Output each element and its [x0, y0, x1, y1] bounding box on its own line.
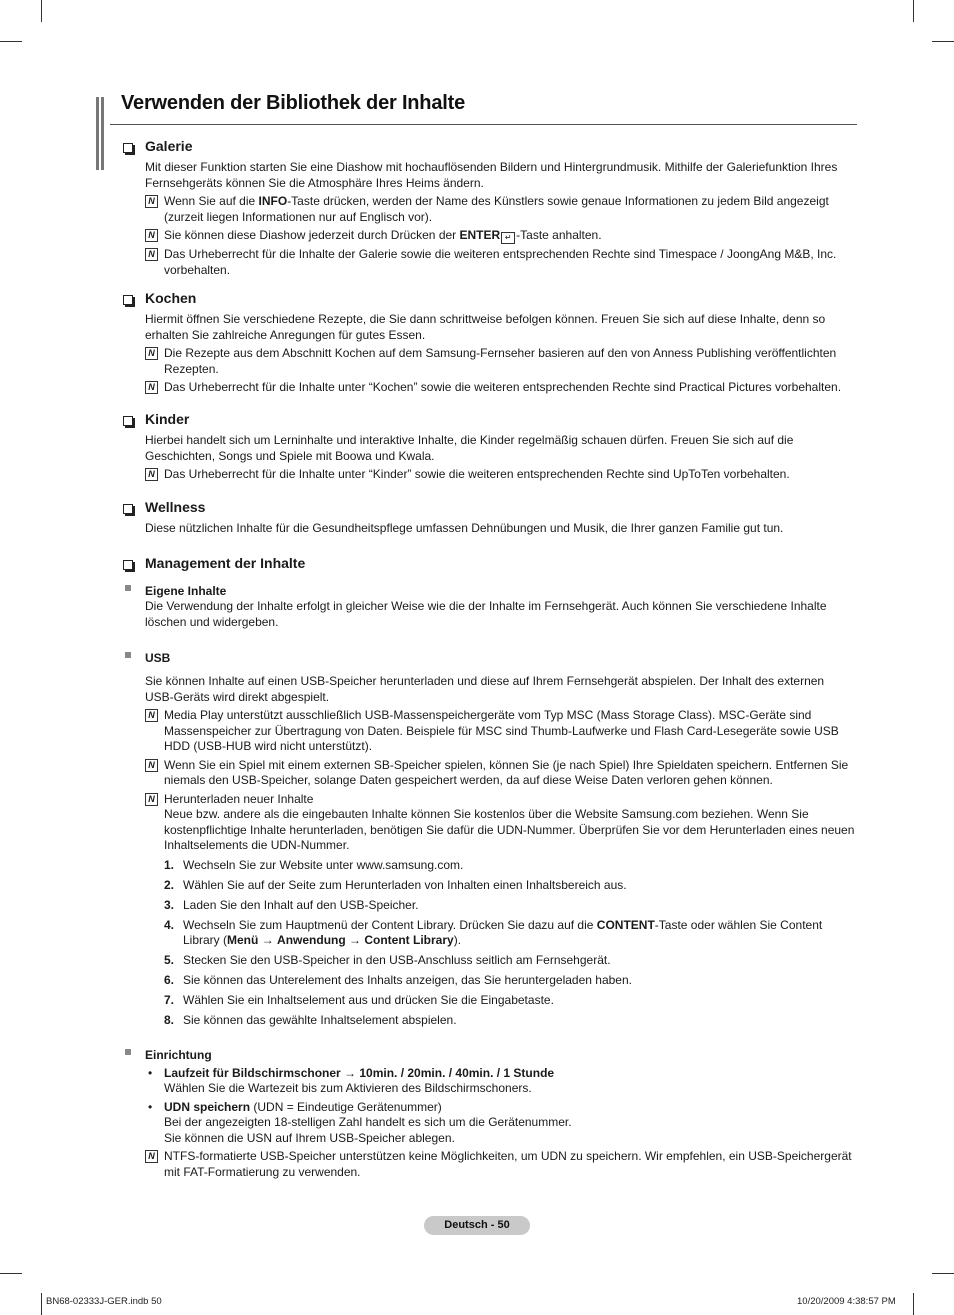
- note-icon: N: [145, 793, 158, 806]
- square-bullet-icon: [125, 652, 131, 658]
- section-heading: Wellness: [145, 499, 206, 515]
- list-item: 8. Sie können das gewählte Inhaltselement abspielen.: [164, 1013, 457, 1027]
- section-heading: Galerie: [145, 138, 193, 154]
- square-bullet-icon: [125, 585, 131, 591]
- step-list: [164, 858, 856, 1029]
- enter-key-icon: ↵: [501, 232, 515, 244]
- subsection-text: Sie können Inhalte auf einen USB-Speicher herunterladen und diese auf Ihrem Fernsehgerät abspielen. Der Inhalt des externen USB-Geräts wird direkt abgespielt.: [145, 674, 825, 704]
- section-heading: Kochen: [145, 290, 197, 306]
- note: N Das Urheberrecht für die Inhalte unter “Kochen” sowie die weiteren entsprechenden Rechte sind Practical Pictures vorbehalten.: [145, 380, 856, 396]
- section-text: Hierbei handelt sich um Lerninhalte und interaktive Inhalte, die Kinder regelmäßig schauen dürfen. Freuen Sie sich auf die Geschichten, Songs und Spiele mit Boowa und Kwala.: [145, 433, 794, 463]
- crop-mark: [932, 1273, 954, 1274]
- subsection-heading: USB: [145, 649, 856, 665]
- crop-mark: [913, 1293, 914, 1315]
- section-heading: Kinder: [145, 411, 190, 427]
- list-item: 2. Wählen Sie auf der Seite zum Herunterladen von Inhalten einen Inhaltsbereich aus.: [164, 877, 627, 892]
- subsection-text: Die Verwendung der Inhalte erfolgt in gleicher Weise wie die der Inhalte im Fernsehgerät. Auch können Sie verschiedene Inhalte löschen und widergeben.: [145, 599, 827, 629]
- list-item: 7. Wählen Sie ein Inhaltselement aus und drücken Sie die Eingabetaste.: [164, 993, 554, 1007]
- crop-mark: [41, 0, 42, 22]
- page-title: Verwenden der Bibliothek der Inhalte: [121, 92, 465, 114]
- note-icon: N: [145, 1150, 158, 1163]
- note: N Das Urheberrecht für die Inhalte unter “Kinder” sowie die weiteren entsprechenden Rechte sind UpToTen vorbehalten.: [145, 467, 856, 483]
- section-kochen: [121, 290, 856, 396]
- checkbox-bullet-icon: [123, 143, 133, 153]
- subsection-heading: Einrichtung: [145, 1046, 856, 1062]
- list-item: • UDN speichern (UDN = Eindeutige Gerätenummer) Bei der angezeigten 18-stelligen Zahl handelt es sich um die Gerätenummer. Sie können die USN auf Ihrem USB-Speicher ablegen.: [148, 1099, 572, 1145]
- note: N Das Urheberrecht für die Inhalte der Galerie sowie die weiteren entsprechenden Rechte sind Timespace / JoongAng M&B, Inc. vorbehalten.: [145, 247, 856, 278]
- section-wellness: [121, 499, 856, 537]
- list-item: • Laufzeit für Bildschirmschoner → 10min. / 20min. / 40min. / 1 Stunde Wählen Sie die Wartezeit bis zum Aktivieren des Bildschirmschoners.: [148, 1065, 555, 1095]
- crop-mark: [0, 41, 22, 42]
- note: N Sie können diese Diashow jederzeit durch Drücken der ENTER ↵ -Taste anhalten.: [145, 228, 856, 244]
- bullet-icon: •: [148, 1065, 153, 1080]
- section-text: Diese nützlichen Inhalte für die Gesundheitspflege umfassen Dehnübungen und Musik, die Ihrer ganzen Familie gut tun.: [145, 521, 784, 535]
- note-icon: N: [145, 229, 158, 242]
- note-icon: N: [145, 381, 158, 394]
- list-item: 6. Sie können das Unterelement des Inhalts anzeigen, das Sie heruntergeladen haben.: [164, 973, 632, 987]
- section-text: Hiermit öffnen Sie verschiedene Rezepte, die Sie dann schrittweise befolgen können. Freuen Sie sich auf diese Inhalte, denn so erhalten Sie zahlreiche Anregungen für gutes Essen.: [145, 312, 826, 342]
- note-icon: N: [145, 709, 158, 722]
- section-text: Mit dieser Funktion starten Sie eine Diashow mit hochauflösenden Bildern und Hintergrundmusik. Mithilfe der Galeriefunktion Ihres Fernsehgeräts können Sie die Atmosphäre Ihres Heims ändern.: [145, 160, 838, 190]
- title-rule: [110, 124, 857, 125]
- list-item: 3. Laden Sie den Inhalt auf den USB-Speicher.: [164, 897, 419, 912]
- note: N Media Play unterstützt ausschließlich USB-Massenspeichergeräte vom Typ MSC (Mass Storage Class). MSC-Geräte sind Massenspeicher zur Übertragung von Daten. Beispiele für MSC sind Thumb-Laufwerke und Flash Card-Lesegeräte sowie USB HDD (USB-HUB wird nicht unterstützt).: [145, 708, 856, 755]
- note: N Die Rezepte aus dem Abschnitt Kochen auf dem Samsung-Fernseher basieren auf den von Anness Publishing veröffentlichten Rezepten.: [145, 346, 856, 377]
- page-number: Deutsch - 50: [424, 1216, 530, 1235]
- note-icon: N: [145, 195, 158, 208]
- list-item: 4. Wechseln Sie zum Hauptmenü der Content Library. Drücken Sie dazu auf die CONTENT-Taste oder wählen Sie Content Library (Menü → Anwendung → Content Library).: [164, 917, 823, 947]
- square-bullet-icon: [125, 1049, 131, 1055]
- checkbox-bullet-icon: [123, 295, 133, 305]
- section-heading: Management der Inhalte: [145, 555, 306, 571]
- print-slug-right: 10/20/2009 4:38:57 PM: [797, 1296, 896, 1307]
- note: N NTFS-formatierte USB-Speicher unterstützen keine Möglichkeiten, um UDN zu speichern. Wir empfehlen, ein USB-Speichergerät mit FAT-Formatierung zu verwenden.: [145, 1149, 856, 1180]
- note: N Herunterladen neuer Inhalte Neue bzw. andere als die eingebauten Inhalte können Sie kostenlos über die Website Samsung.com beziehen. Wenn Sie kostenpflichtige Inhalte herunterladen, benötigen Sie dafür die UDN-Nummer. Überprüfen Sie vor dem Herunterladen eines neuen Inhaltselements die UDN-Nummer.: [145, 792, 856, 854]
- checkbox-bullet-icon: [123, 504, 133, 514]
- note: N Wenn Sie auf die INFO-Taste drücken, werden der Name des Künstlers sowie genaue Informationen zu jedem Bild angezeigt (zurzeit liegen Informationen nur auf Englisch vor).: [145, 194, 856, 225]
- print-slug-left: BN68-02333J-GER.indb 50: [46, 1296, 162, 1307]
- note-icon: N: [145, 248, 158, 261]
- crop-mark: [932, 41, 954, 42]
- checkbox-bullet-icon: [123, 416, 133, 426]
- section-kinder: [121, 411, 856, 483]
- note: N Wenn Sie ein Spiel mit einem externen SB-Speicher spielen, können Sie (je nach Spiel) Ihre Spieldaten speichern. Entfernen Sie niemals den USB-Speicher, solange Daten gespeichert werden, da auf diese Weise Daten verloren gehen können.: [145, 758, 856, 789]
- crop-mark: [0, 1273, 22, 1274]
- note-icon: N: [145, 759, 158, 772]
- section-management: [121, 555, 856, 1180]
- subsection-heading: Eigene Inhalte: [145, 582, 856, 598]
- note-icon: N: [145, 347, 158, 360]
- checkbox-bullet-icon: [123, 560, 133, 570]
- section-galerie: [121, 138, 856, 278]
- note-icon: N: [145, 468, 158, 481]
- list-item: 5. Stecken Sie den USB-Speicher in den USB-Anschluss seitlich am Fernsehgerät.: [164, 953, 611, 967]
- crop-mark: [41, 1293, 42, 1315]
- bullet-icon: •: [148, 1099, 153, 1114]
- crop-mark: [913, 0, 914, 22]
- list-item: 1. Wechseln Sie zur Website unter www.samsung.com.: [164, 857, 464, 872]
